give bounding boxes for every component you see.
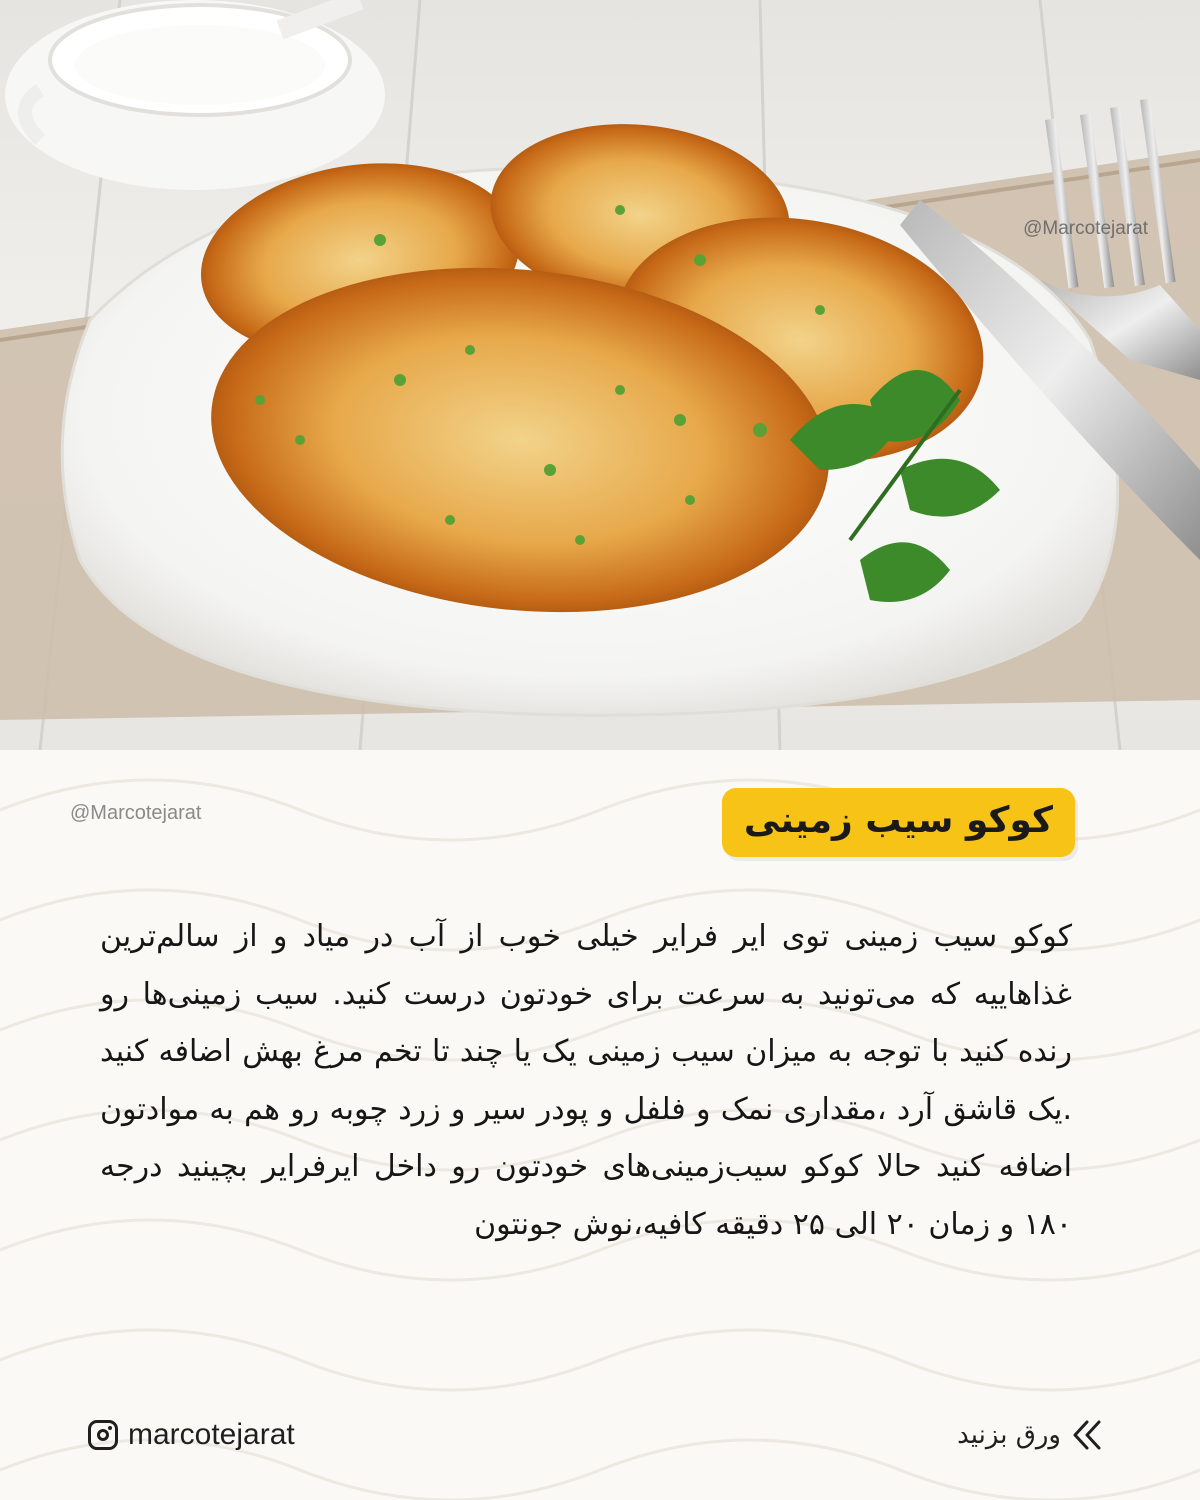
instagram-handle[interactable] <box>88 1418 295 1452</box>
swipe-hint[interactable] <box>957 1418 1105 1452</box>
swipe-label: ورق بزنید <box>957 1420 1061 1450</box>
sauce-bowl <box>5 0 385 190</box>
photo-watermark: @Marcotejarat <box>1023 218 1148 239</box>
instagram-icon <box>88 1420 118 1450</box>
title-badge <box>722 788 1075 857</box>
double-chevron-icon <box>1069 1418 1105 1452</box>
instagram-handle-text: marcotejarat <box>128 1418 295 1451</box>
recipe-description: کوکو سیب زمینی توی ایر فرایر خیلی خوب از آب در میاد و از سالم‌ترین غذاهاییه که می‌تونید به سرعت برای خودتون درست کنید. سیب زمینی‌ها رو رنده کنید با توجه به میزان سیب زمینی یک یا چند تا تخم مرغ بهش اضافه کنید .یک قاشق آرد ،مقداری نمک و فلفل و پودر سیر و زرد چوبه رو هم به موادتون اضافه کنید حالا کوکو سیب‌زمینی‌های خودتون رو داخل ایرفرایر بچینید درجه ۱۸۰ و زمان ۲۰ الی ۲۵ دقیقه کافیه،نوش جونتون <box>100 919 1072 1242</box>
card-watermark: @Marcotejarat <box>70 802 202 824</box>
recipe-title: کوکو سیب زمینی <box>743 800 1053 841</box>
recipe-card <box>0 750 1200 1500</box>
